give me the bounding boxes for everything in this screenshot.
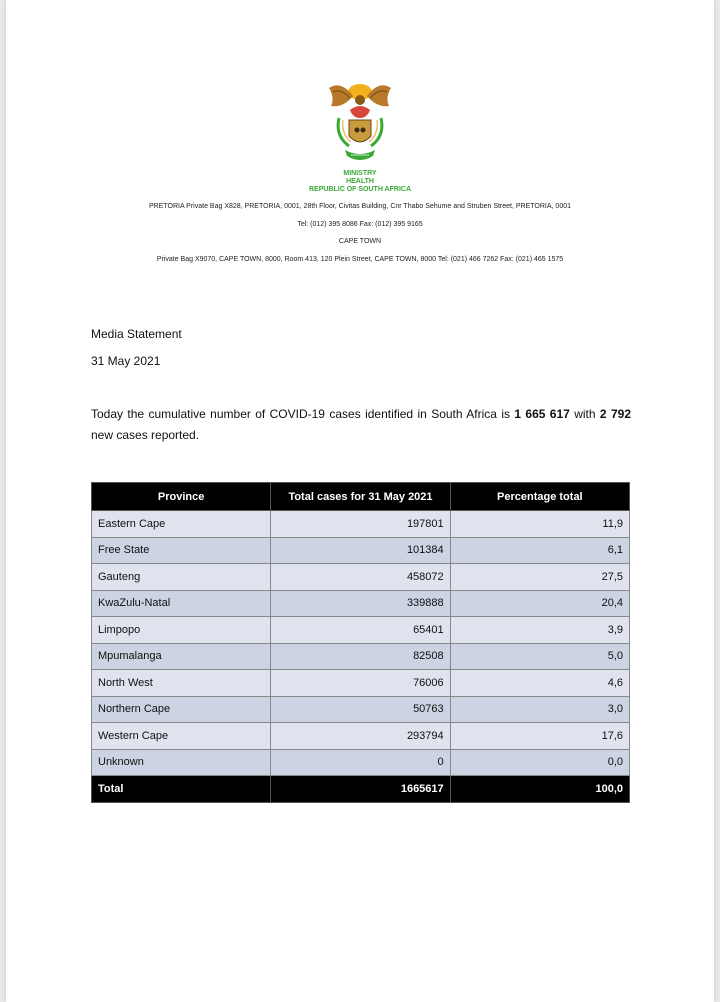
table-header-row <box>92 483 630 511</box>
coat-of-arms-logo <box>323 78 397 170</box>
table-row <box>92 696 630 723</box>
cases-cell: 339888 <box>271 590 450 617</box>
cape-town-heading: CAPE TOWN <box>338 238 382 245</box>
table-row <box>92 643 630 670</box>
table-row <box>92 749 630 776</box>
percentage-cell: 27,5 <box>450 564 629 591</box>
percentage-cell: 5,0 <box>450 643 629 670</box>
table-total-row <box>92 776 630 803</box>
percentage-cell: 20,4 <box>450 590 629 617</box>
cape-town-address: Private Bag X9070, CAPE TOWN, 8000, Room 413, 120 Plein Street, CAPE TOWN, 8000 Tel: (021) 466 7262 Fax: (021) 465 1575 <box>156 256 564 263</box>
province-cell: Free State <box>92 537 271 564</box>
province-cell: Western Cape <box>92 723 271 750</box>
para-part1: Today the cumulative number of COVID-19 cases identified in South Africa is <box>91 407 515 421</box>
para-part3: new cases reported. <box>91 428 200 442</box>
province-cell: North West <box>92 670 271 697</box>
table-row <box>92 670 630 697</box>
statement-type: Media Statement <box>91 327 182 341</box>
percentage-cell: 0,0 <box>450 749 629 776</box>
table-row <box>92 617 630 644</box>
province-cell: Eastern Cape <box>92 511 271 538</box>
header-percentage: Percentage total <box>450 483 629 511</box>
table-row <box>92 511 630 538</box>
header-total-cases: Total cases for 31 May 2021 <box>271 483 450 511</box>
province-cell: Northern Cape <box>92 696 271 723</box>
total-percentage: 100,0 <box>450 776 629 803</box>
cases-cell: 0 <box>271 749 450 776</box>
pretoria-phone: Tel: (012) 395 8086 Fax: (012) 395 9165 <box>297 221 423 228</box>
republic-label: REPUBLIC OF SOUTH AFRICA <box>308 186 412 193</box>
health-label: HEALTH <box>346 178 374 185</box>
cases-cell: 82508 <box>271 643 450 670</box>
cases-cell: 76006 <box>271 670 450 697</box>
ministry-label: MINISTRY <box>343 170 377 177</box>
percentage-cell: 11,9 <box>450 511 629 538</box>
percentage-cell: 3,9 <box>450 617 629 644</box>
total-label: Total <box>92 776 271 803</box>
cases-cell: 197801 <box>271 511 450 538</box>
cases-cell: 65401 <box>271 617 450 644</box>
percentage-cell: 6,1 <box>450 537 629 564</box>
table-row <box>92 723 630 750</box>
pretoria-address: PRETORIA Private Bag X828, PRETORIA, 0001, 28th Floor, Civitas Building, Cnr Thabo Sehume and Struben Street, PRETORIA, 0001 <box>148 203 572 210</box>
percentage-cell: 4,6 <box>450 670 629 697</box>
statement-paragraph <box>91 404 631 446</box>
cases-cell: 101384 <box>271 537 450 564</box>
new-cases: 2 792 <box>599 407 631 421</box>
header-province: Province <box>92 483 271 511</box>
para-part2: with <box>569 407 600 421</box>
province-cell: Gauteng <box>92 564 271 591</box>
table-row <box>92 590 630 617</box>
province-cell: Unknown <box>92 749 271 776</box>
statement-date: 31 May 2021 <box>91 354 161 368</box>
province-cell: Mpumalanga <box>92 643 271 670</box>
province-cell: Limpopo <box>92 617 271 644</box>
percentage-cell: 17,6 <box>450 723 629 750</box>
table-row <box>92 537 630 564</box>
cases-cell: 458072 <box>271 564 450 591</box>
cases-table <box>91 482 630 803</box>
cumulative-cases: 1 665 617 <box>514 407 570 421</box>
cases-cell: 293794 <box>271 723 450 750</box>
total-cases: 1665617 <box>271 776 450 803</box>
province-cell: KwaZulu-Natal <box>92 590 271 617</box>
percentage-cell: 3,0 <box>450 696 629 723</box>
cases-cell: 50763 <box>271 696 450 723</box>
table-row <box>92 564 630 591</box>
